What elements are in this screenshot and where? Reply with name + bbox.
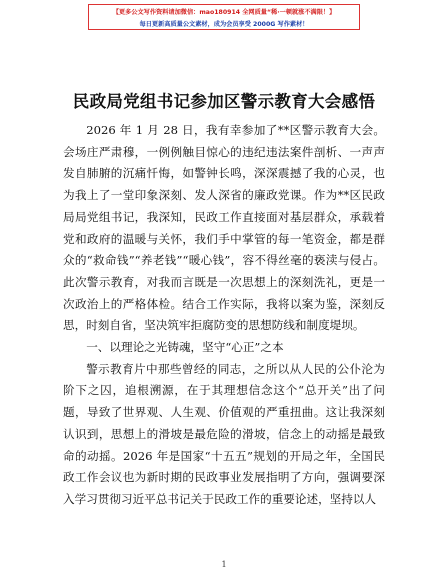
promo-line-2: 每日更新高质量公文素材，成为会员享受 2000G 写作素材！ (139, 21, 309, 28)
document-body (63, 120, 385, 511)
page-number: 1 (221, 560, 227, 569)
section-heading-1: 一、以理论之光铸魂，坚守“心正”之本 (86, 340, 284, 355)
document-title: 民政局党组书记参加区警示教育大会感悟 (72, 92, 376, 111)
intro-paragraph: 2026 年 1 月 28 日，我有幸参加了**区警示教育大会。会场庄严肃穆，一例例触目惊心的违纪违法案件剖析、一声声发自肺腑的沉痛忏悔，如警钟长鸣，深深震撼了我的心灵，也为我上了一堂印象深刻、发人深省的廉政党课。作为**区民政局局党组书记，我深知，民政工作直接面对基层群众，承载着党和政府的温暖与关怀，我们手中掌管的每一笔资金，都是群众的“救命钱”“养老钱”“暖心钱”，容不得丝毫的亵渎与侵占。此次警示教育，对我而言既是一次思想上的深刻洗礼，更是一次政治上的严格体检。结合工作实际，我将以案为鉴，深刻反思，时刻自省，坚决筑牢拒腐防变的思想防线和制度堤坝。 (63, 123, 385, 333)
promo-line-1: 【更多公文写作资料请加微信：mao180914 全网质量“稀·一顿就涨不满限！】 (112, 9, 336, 16)
promo-banner[interactable] (88, 4, 360, 30)
section-1-paragraph: 警示教育片中那些曾经的同志，之所以从人民的公仆沦为阶下之囚，追根溯源，在于其理想信念这个“总开关”出了问题，导致了世界观、人生观、价值观的严重扭曲。这让我深刻认识到，思想上的滑坡是最危险的滑坡，信念上的动摇是最致命的动摇。2026 年是国家“十五五”规划的开局之年，全国民政工作会议也为新时期的民政事业发展指明了方向，强调要深入学习贯彻习近平总书记关于民政工作的重要论述，坚持以人 (63, 361, 385, 506)
